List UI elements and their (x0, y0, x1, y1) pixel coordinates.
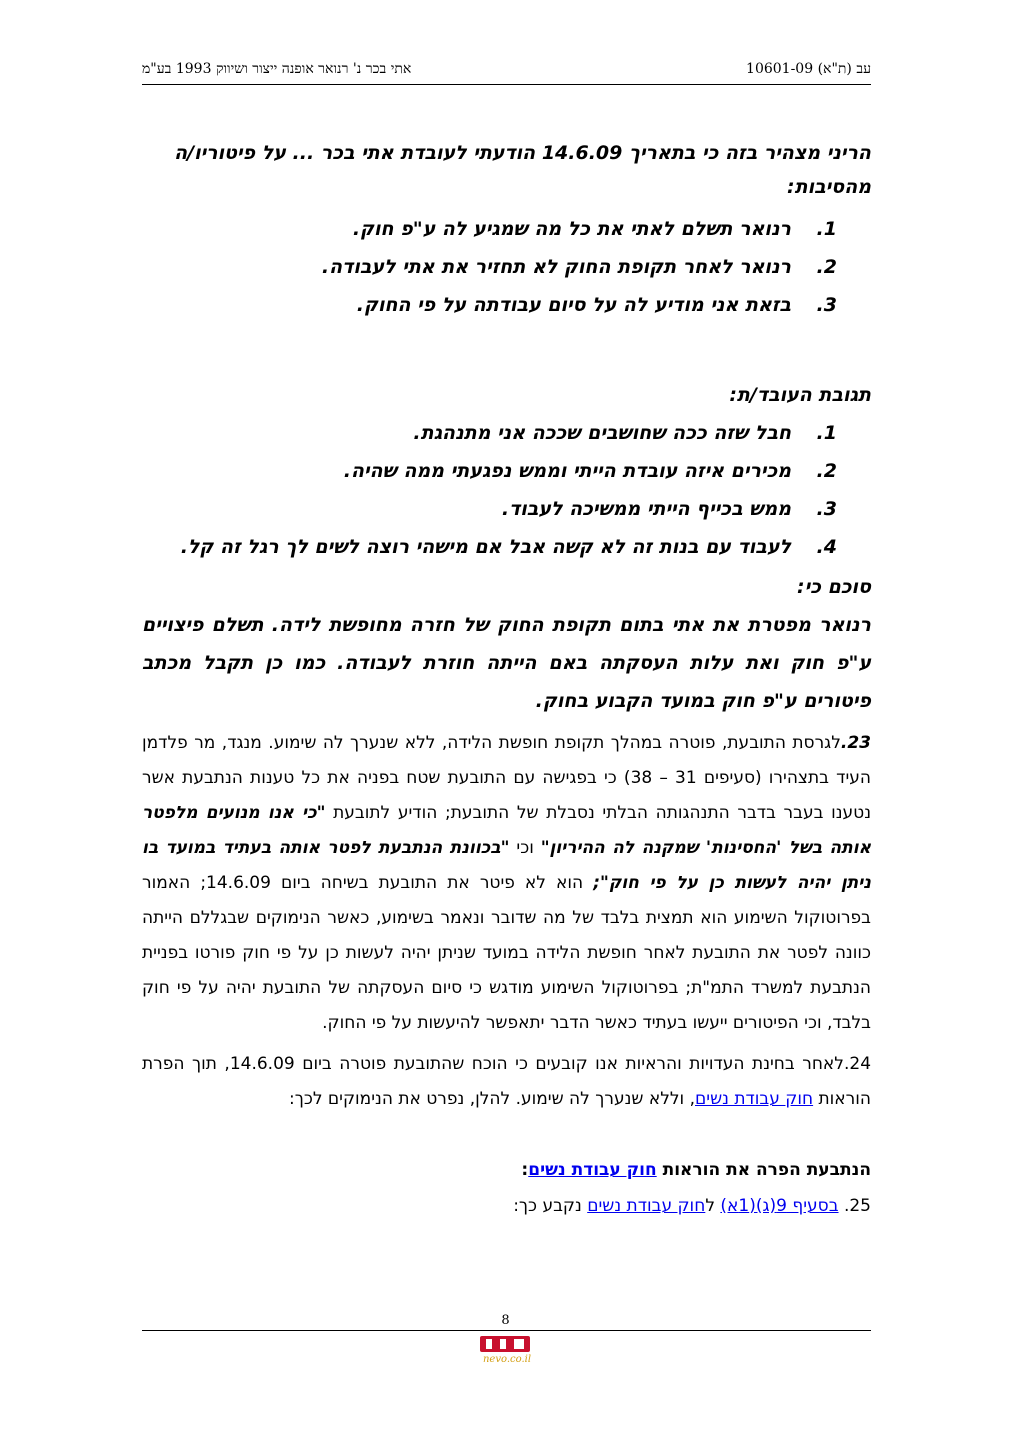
list-item-text: רנואר תשלם לאתי את כל מה שמגיע לה ע"פ חוק. (352, 218, 791, 240)
list-item-number: 1. (816, 218, 837, 240)
list-item-number: 3. (816, 498, 837, 520)
paragraph-text: נקבע כך: (513, 1196, 588, 1216)
declaration-text: הריני מצהיר בזה כי בתאריך 14.6.09 הודעתי לעובדת אתי בכר ... על פיטוריו/ה מהסיבות: (174, 142, 871, 198)
case-title: אתי בכר נ' רנואר אופנה ייצור ושיווק 1993 בע"מ (142, 61, 412, 77)
paragraph-number: 25. (843, 1196, 871, 1216)
response-title: תגובת העובד/ת: (729, 384, 871, 406)
response-list (142, 414, 871, 566)
list-item-number: 2. (816, 256, 837, 278)
list-item-text: לעבוד עם בנות זה לא קשה אבל אם מישהי רוצה לשים לך רגל זה קל. (180, 536, 791, 558)
list-item (142, 286, 871, 324)
paragraph-text: ל (705, 1196, 721, 1216)
agreed-label: סוכם כי: (797, 576, 871, 598)
paragraph-24 (142, 1047, 871, 1117)
list-item (142, 414, 871, 452)
list-item (142, 490, 871, 528)
paragraph-text: לגרסת התובעת, פוטרה במהלך תקופת חופשת הלידה, ללא שנערך לה שימוע. מנגד, מר פלדמן העיד בתצהירו (סעיפים 31 – 38) כי בפגישה עם התובעת שטח בפניה את כל טענות הנתבעת אשר נטענו בעבר בדבר התנהגותה הבלתי נסבלת של התובעת; הודיע לתובעת (142, 733, 872, 823)
agreed-text: רנואר מפטרת את אתי בתום תקופת החוק של חזרה מחופשת לידה. תשלם פיצויים ע"פ חוק ואת עלות העסקתה באם הייתה חוזרת לעבודה. כמו כן תקבל מכתב פיטורים ע"פ חוק במועד הקבוע בחוק. (142, 614, 871, 712)
footer-rule (142, 1330, 871, 1332)
paragraph-25 (142, 1189, 871, 1224)
declaration-list (142, 210, 871, 324)
list-item (142, 248, 871, 286)
law-link[interactable]: חוק עבודת נשים (587, 1196, 706, 1216)
paragraph-text: , וללא שנערך לה שימוע. להלן, נפרט את הנימוקים לכך: (288, 1089, 695, 1109)
paragraph-text: הוא לא פיטר את התובעת בשיחה ביום 14.6.09; האמור בפרוטוקול השימוע הוא תמצית בלבד של מה שדובר ונאמר בשימוע, כאשר הנימוקים שבגללם הייתה כוונה לפטר את התובעת לאחר חופשת הלידה במועד שניתן יהיה לעשות כן על פי חוק פורטו בפניית הנתבעת למשרד התמ"ת; בפרוטוקול השימוע מודגש כי סיום העסקתה של התובעת יהיה על פי חוק בלבד, וכי הפיטורים ייעשו בעתיד כאשר הדבר יתאפשר להיעשות על פי החוק. (142, 873, 871, 1033)
paragraph-number: 24. (843, 1054, 872, 1074)
section-title (142, 1155, 871, 1185)
paragraph-text: לאחר בחינת העדויות והראיות אנו קובעים כי הוכח שהתובעת פוטרה ביום 14.6.09, תוך הפרת הוראות (142, 1054, 871, 1109)
section-title-text: הנתבעת הפרה את הוראות (656, 1160, 871, 1180)
list-item (142, 528, 871, 566)
law-link[interactable]: חוק עבודת נשים (528, 1160, 657, 1180)
logo-letter (514, 1339, 524, 1349)
list-item-text: ממש בכייף הייתי ממשיכה לעבוד. (501, 498, 791, 520)
quote-text: "בכוונת הנתבעת לפטר אותה בעתיד במועד בו ניתן יהיה לעשות כן על פי חוק"; (142, 838, 871, 893)
paragraph-text: וכי (509, 838, 541, 858)
law-link[interactable]: חוק עבודת נשים (694, 1089, 814, 1109)
list-item-number: 3. (816, 294, 837, 316)
section-title-suffix: : (521, 1160, 529, 1180)
section-link[interactable]: בסעיף 9(ג)(1א) (720, 1196, 839, 1216)
nevo-logo (472, 1334, 542, 1364)
logo-letter (500, 1339, 506, 1349)
list-item (142, 452, 871, 490)
paragraph-23 (142, 726, 871, 1041)
list-item-number: 4. (816, 536, 837, 558)
list-item-text: מכירים איזה עובדת הייתי וממש נפגעתי ממה שהיה. (343, 460, 791, 482)
list-item (142, 210, 871, 248)
list-item-text: רנואר לאחר תקופת החוק לא תחזיר את אתי לעבודה. (321, 256, 791, 278)
logo-text: nevo.co.il (482, 1354, 532, 1364)
list-item-number: 1. (816, 422, 837, 444)
list-item-text: בזאת אני מודיע לה על סיום עבודתה על פי החוק. (356, 294, 791, 316)
list-item-number: 2. (816, 460, 837, 482)
list-item-text: חבל שזה ככה שחושבים שככה אני מתנהגת. (413, 422, 791, 444)
case-number: עב (ת"א) 10601-09 (746, 61, 871, 77)
paragraph-number: 23. (840, 733, 871, 753)
quote-text: "כי אנו מנועים מלפטר אותה בשל 'החסינות' שמקנה לה ההיריון" (142, 803, 872, 858)
page-number: 8 (501, 1313, 510, 1328)
logo-letter (486, 1339, 492, 1349)
page-header (142, 58, 871, 85)
document-body (142, 130, 871, 1224)
